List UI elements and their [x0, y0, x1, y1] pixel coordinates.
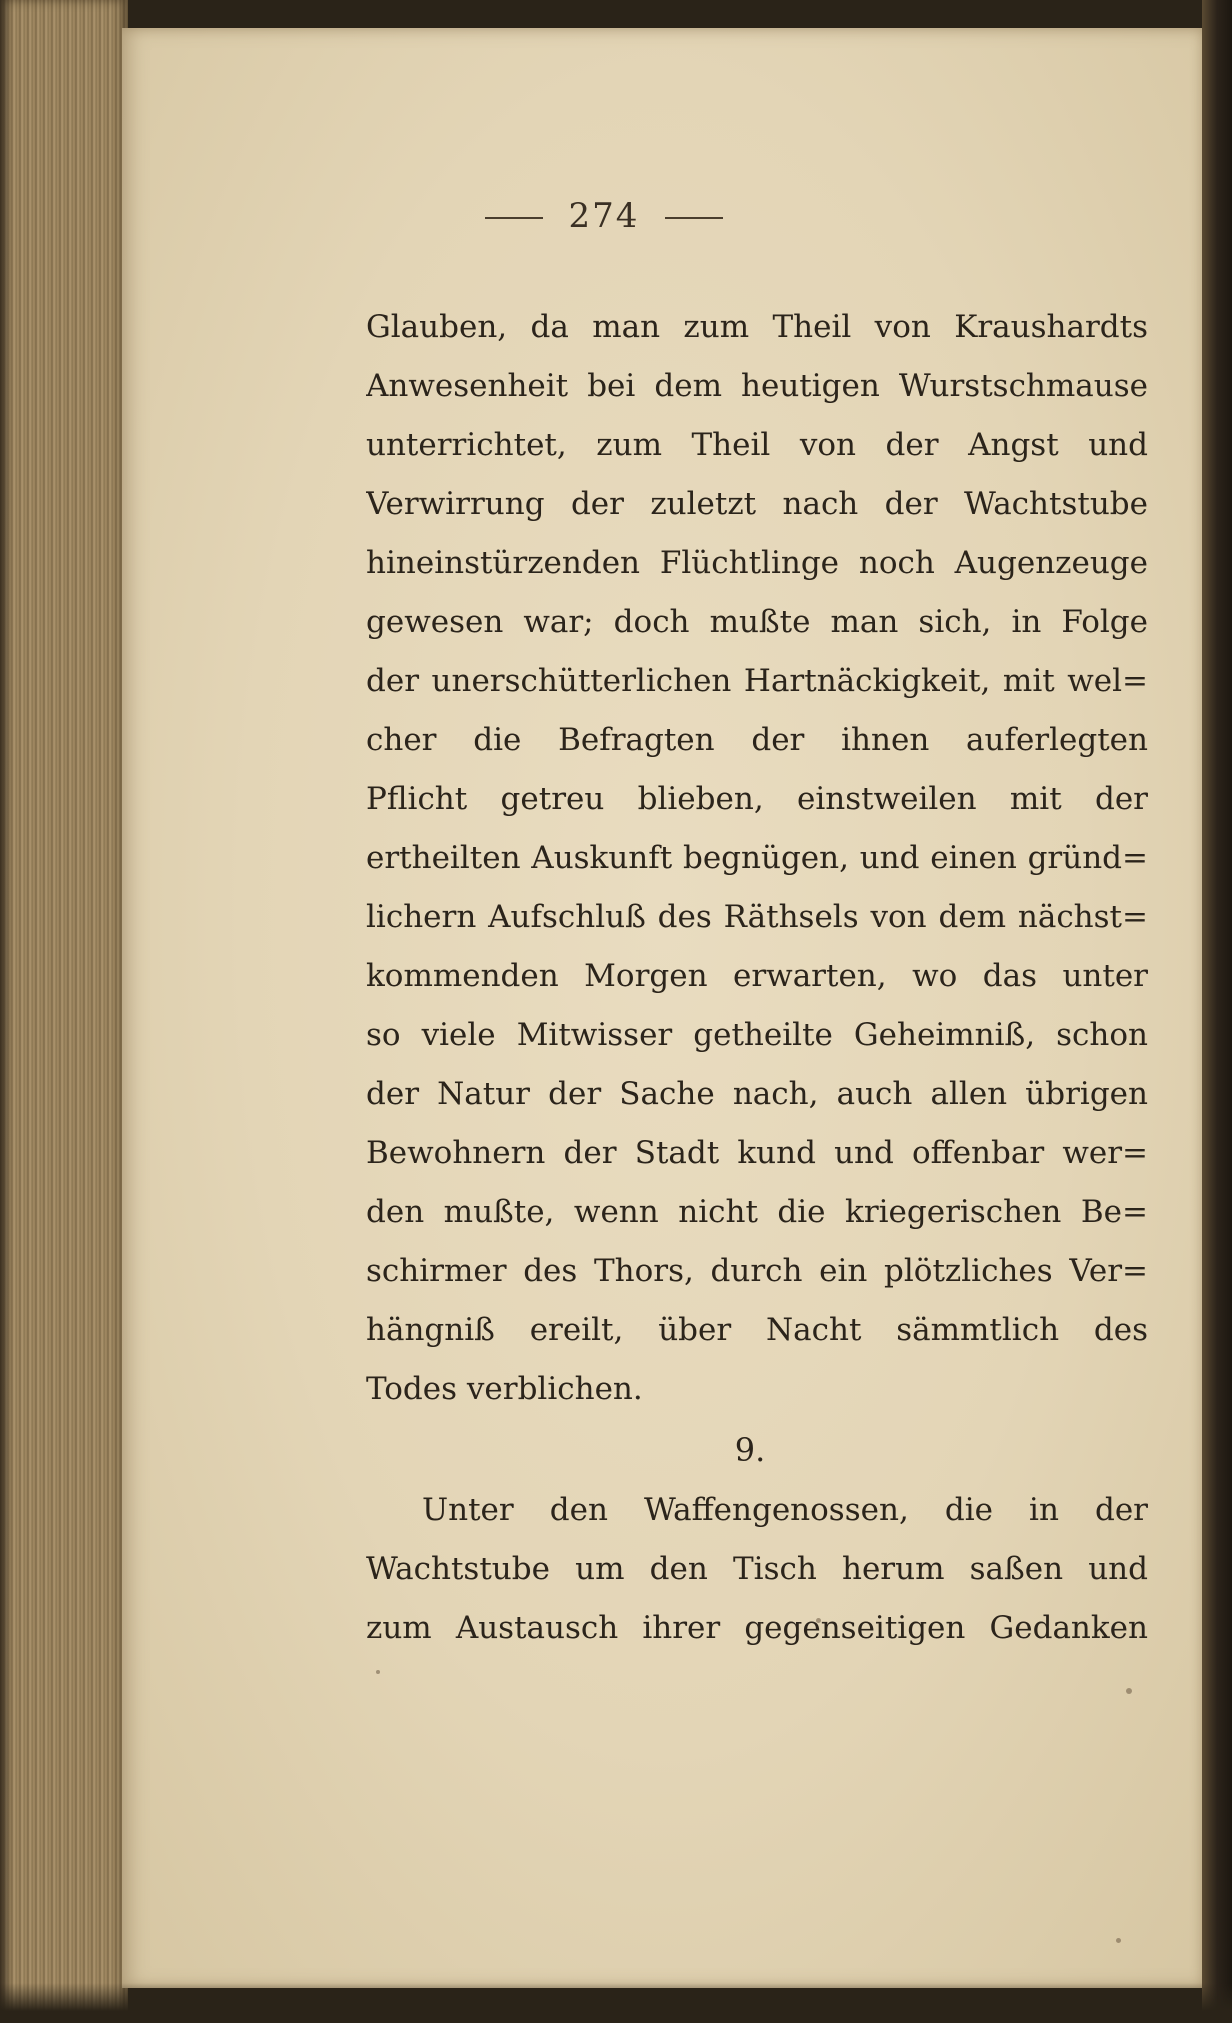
book-binding	[1202, 0, 1232, 2023]
text-line: Bewohnern der Stadt kund und offenbar wer=	[366, 1135, 1148, 1171]
bottom-edge	[0, 1983, 1232, 2023]
text-line: Todes verblichen.	[366, 1371, 643, 1407]
paper-speck	[376, 1670, 380, 1674]
section-number: 9.	[734, 1431, 766, 1469]
text-line: ertheilten Auskunft begnügen, und einen gründ=	[366, 840, 1148, 876]
text-line: Anwesenheit bei dem heutigen Wurstschmause	[366, 368, 1148, 404]
text-line: Wachtstube um den Tisch herum saßen und	[366, 1551, 1148, 1587]
text-line: cher die Befragten der ihnen auferlegten	[366, 722, 1148, 758]
header-dash-right	[665, 217, 723, 219]
body-text	[366, 298, 1148, 1658]
paper-speck	[1126, 1688, 1132, 1694]
text-line: der unerschütterlichen Hartnäckigkeit, mit wel=	[366, 663, 1148, 699]
text-line: unterrichtet, zum Theil von der Angst und	[366, 427, 1148, 463]
text-line: schirmer des Thors, durch ein plötzliches Ver=	[366, 1253, 1148, 1289]
text-line: Verwirrung der zuletzt nach der Wachtstube	[366, 486, 1148, 522]
text-line: lichern Aufschluß des Räthsels von dem nächst=	[366, 899, 1148, 935]
text-line: hineinstürzenden Flüchtlinge noch Augenzeuge	[366, 545, 1148, 581]
text-line: Unter den Waffengenossen, die in der	[422, 1492, 1148, 1528]
text-line: so viele Mitwisser getheilte Geheimniß, schon	[366, 1017, 1148, 1053]
text-line: den mußte, wenn nicht die kriegerischen Be=	[366, 1194, 1148, 1230]
text-line: kommenden Morgen erwarten, wo das unter	[366, 958, 1148, 994]
text-line: Glauben, da man zum Theil von Kraushardts	[366, 309, 1148, 345]
text-line: zum Austausch ihrer gegenseitigen Gedanken	[366, 1610, 1148, 1646]
page-header	[0, 196, 1220, 236]
header-dash-left	[485, 217, 543, 219]
text-line: hängniß ereilt, über Nacht sämmtlich des	[366, 1312, 1148, 1348]
page-edges	[0, 0, 128, 2023]
text-line: Pflicht getreu blieben, einstweilen mit der	[366, 781, 1148, 817]
text-line: gewesen war; doch mußte man sich, in Folge	[366, 604, 1148, 640]
paper-speck	[1116, 1938, 1121, 1943]
page-number: 274	[568, 196, 640, 236]
text-line: der Natur der Sache nach, auch allen übrigen	[366, 1076, 1148, 1112]
